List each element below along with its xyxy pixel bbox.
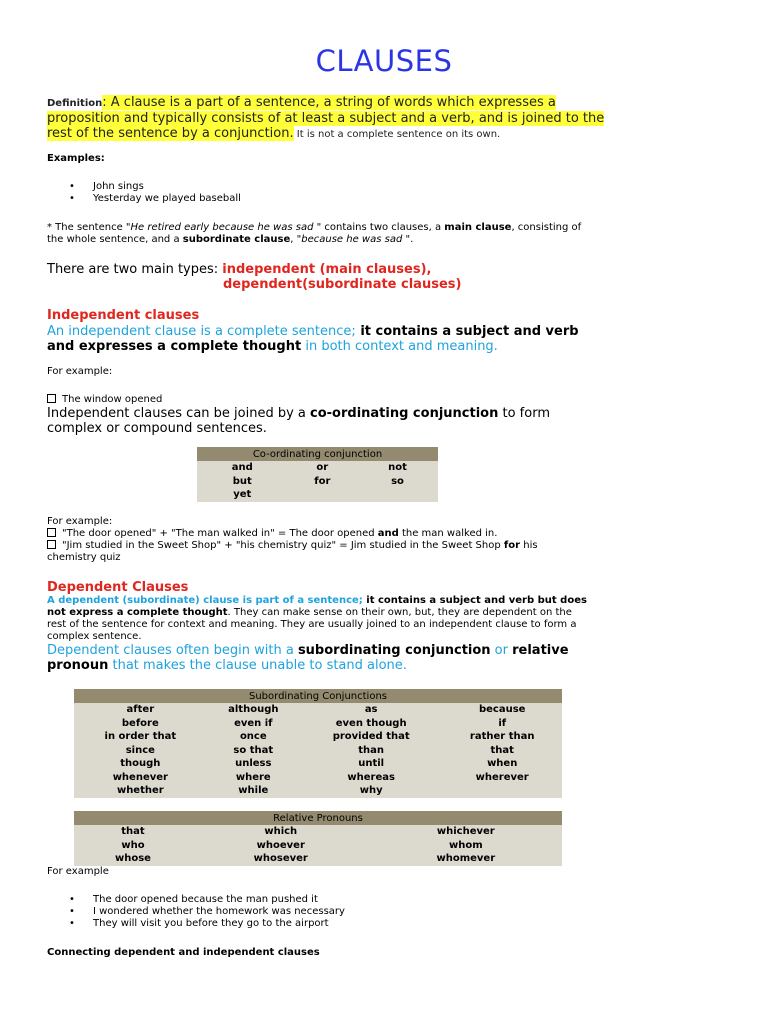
table-row (74, 852, 562, 866)
table-cell: where (207, 771, 300, 785)
for-example-label: For example: (47, 366, 113, 377)
dependent-heading: Dependent Clauses (47, 580, 189, 595)
table-cell (357, 488, 438, 502)
table-cell: whosever (192, 852, 370, 866)
checkbox-icon (47, 540, 56, 549)
table-cell: and (197, 461, 288, 475)
table-cell: so (357, 475, 438, 489)
definition-label: Definition (47, 98, 103, 109)
list-item: • The door opened because the man pushed it (47, 894, 567, 906)
table-cell: although (207, 703, 300, 717)
note-bold: subordinate clause (182, 234, 291, 245)
table-cell (442, 784, 562, 798)
independent-def-highlight: An independent clause is a complete sentence; (47, 324, 356, 339)
definition-block (47, 95, 607, 142)
checkbox-icon (47, 528, 56, 537)
table-cell: even though (300, 717, 442, 731)
table-cell: after (74, 703, 207, 717)
table-cell: even if (207, 717, 300, 731)
table-header: Relative Pronouns (74, 811, 562, 825)
coord-example-text: "Jim studied in the Sweet Shop" + "his chemistry quiz" = Jim studied in the Sweet Shop (62, 540, 504, 551)
table-row (74, 784, 562, 798)
join-text-bold: co-ordinating conjunction (310, 406, 499, 421)
table-cell: if (442, 717, 562, 731)
coord-example-text: his chemistry quiz (47, 540, 538, 563)
coord-example-text: "The door opened" + "The man walked in" = The door opened (62, 528, 378, 539)
table-cell: though (74, 757, 207, 771)
coord-example-bold: for (503, 540, 521, 551)
sentence-note (47, 222, 597, 246)
coord-example-bold: and (377, 528, 399, 539)
note-italic: because he was sad (301, 234, 403, 245)
final-examples-list (47, 894, 567, 930)
table-cell: whomever (370, 852, 562, 866)
checkbox-icon (47, 394, 56, 403)
list-item: • I wondered whether the homework was necessary (47, 906, 567, 918)
table-cell: wherever (442, 771, 562, 785)
list-item: • John sings (47, 181, 547, 193)
list-item: • They will visit you before they go to the airport (47, 918, 567, 930)
table-cell: until (300, 757, 442, 771)
page-title: CLAUSES (315, 44, 453, 78)
note-text: , " (290, 234, 302, 245)
independent-example (47, 394, 162, 406)
dependent-def-bold: it contains a subject and verb but does not express a complete thought (47, 595, 587, 618)
table-cell: whoever (192, 839, 370, 853)
table-cell: because (442, 703, 562, 717)
table-cell: as (300, 703, 442, 717)
table-cell: so that (207, 744, 300, 758)
type-dependent: dependent(subordinate clauses) (223, 277, 462, 292)
connecting-heading: Connecting dependent and independent clauses (47, 947, 320, 958)
dependent-begin-bold: subordinating conjunction (297, 643, 491, 658)
table-row (74, 757, 562, 771)
independent-heading: Independent clauses (47, 308, 200, 323)
table-cell: whom (370, 839, 562, 853)
coordinating-conjunction-table (197, 447, 438, 502)
independent-definition (47, 324, 587, 354)
note-text: ". (402, 234, 414, 245)
for-example-label: For example: (47, 516, 113, 527)
table-row (74, 744, 562, 758)
note-text: , consisting of the whole sentence, and a (47, 222, 582, 245)
definition-note: It is not a complete sentence on its own. (293, 129, 501, 140)
table-cell: yet (197, 488, 288, 502)
dependent-definition (47, 595, 592, 643)
relative-pronouns-table (74, 811, 562, 866)
table-cell: whereas (300, 771, 442, 785)
table-cell: not (357, 461, 438, 475)
join-text-b: to form complex or compound sentences. (47, 406, 550, 436)
table-cell: or (288, 461, 358, 475)
coord-example-text: the man walked in. (398, 528, 498, 539)
table-cell: whenever (74, 771, 207, 785)
join-text (47, 406, 567, 436)
table-cell: unless (207, 757, 300, 771)
table-cell: while (207, 784, 300, 798)
subordinating-conjunctions-table (74, 689, 562, 798)
table-cell: provided that (300, 730, 442, 744)
dependent-begin-tail: that makes the clause unable to stand alone. (108, 658, 407, 673)
table-header: Co-ordinating conjunction (197, 447, 438, 461)
table-row (74, 825, 562, 839)
for-example-label: For example (47, 866, 109, 877)
dependent-begin-bold: relative pronoun (47, 643, 569, 673)
table-cell: which (192, 825, 370, 839)
examples-label: Examples: (47, 153, 105, 164)
table-row (74, 717, 562, 731)
table-cell: whose (74, 852, 192, 866)
note-bold: main clause (444, 222, 512, 233)
table-cell: before (74, 717, 207, 731)
table-cell: whichever (370, 825, 562, 839)
join-text-a: Independent clauses can be joined by a (47, 406, 311, 421)
types-line-2 (223, 277, 461, 293)
independent-def-bold: it contains a subject and verb and expresses a complete thought (47, 324, 579, 354)
independent-example-text: The window opened (62, 394, 163, 405)
table-cell: that (442, 744, 562, 758)
independent-def-tail: in both context and meaning. (301, 339, 498, 354)
type-independent: independent (main clauses), (222, 262, 432, 277)
table-row (74, 730, 562, 744)
coord-example-1 (47, 528, 597, 540)
table-cell: in order that (74, 730, 207, 744)
note-text: " contains two clauses, a (313, 222, 445, 233)
note-text: * The sentence " (47, 222, 131, 233)
table-cell: when (442, 757, 562, 771)
types-lead: There are two main types: (47, 262, 223, 277)
table-cell (288, 488, 358, 502)
table-cell: why (300, 784, 442, 798)
types-line-1 (47, 262, 431, 278)
table-row (197, 461, 438, 475)
table-cell: for (288, 475, 358, 489)
table-header: Subordinating Conjunctions (74, 689, 562, 703)
table-row (74, 771, 562, 785)
table-cell: whether (74, 784, 207, 798)
table-row (74, 839, 562, 853)
table-cell: than (300, 744, 442, 758)
table-cell: rather than (442, 730, 562, 744)
definition-text: A clause is a part of a sentence, a string of words which expresses a proposition and typically consists of at least a subject and a verb, and is joined to the rest of the sentence by a conjunction. (47, 95, 605, 141)
note-italic: He retired early because he was sad (130, 222, 314, 233)
table-cell: but (197, 475, 288, 489)
table-row (197, 488, 438, 502)
table-row (197, 475, 438, 489)
list-item: • Yesterday we played baseball (47, 193, 547, 205)
definition-colon: : (102, 95, 107, 110)
dependent-def-tail: . They can make sense on their own, but, they are dependent on the rest of the sentence for context and meaning. They are usually joined to an independent clause to form a complex sentence. (47, 607, 577, 642)
examples-list (47, 181, 547, 205)
dependent-begin-text (47, 643, 587, 673)
table-row (74, 703, 562, 717)
dependent-def-highlight: A dependent (subordinate) clause is part of a sentence; (47, 595, 363, 606)
table-cell: since (74, 744, 207, 758)
table-cell: once (207, 730, 300, 744)
coord-example-2 (47, 540, 587, 564)
dependent-begin-a: Dependent clauses often begin with a (47, 643, 298, 658)
table-cell: who (74, 839, 192, 853)
table-cell: that (74, 825, 192, 839)
dependent-begin-or: or (490, 643, 513, 658)
